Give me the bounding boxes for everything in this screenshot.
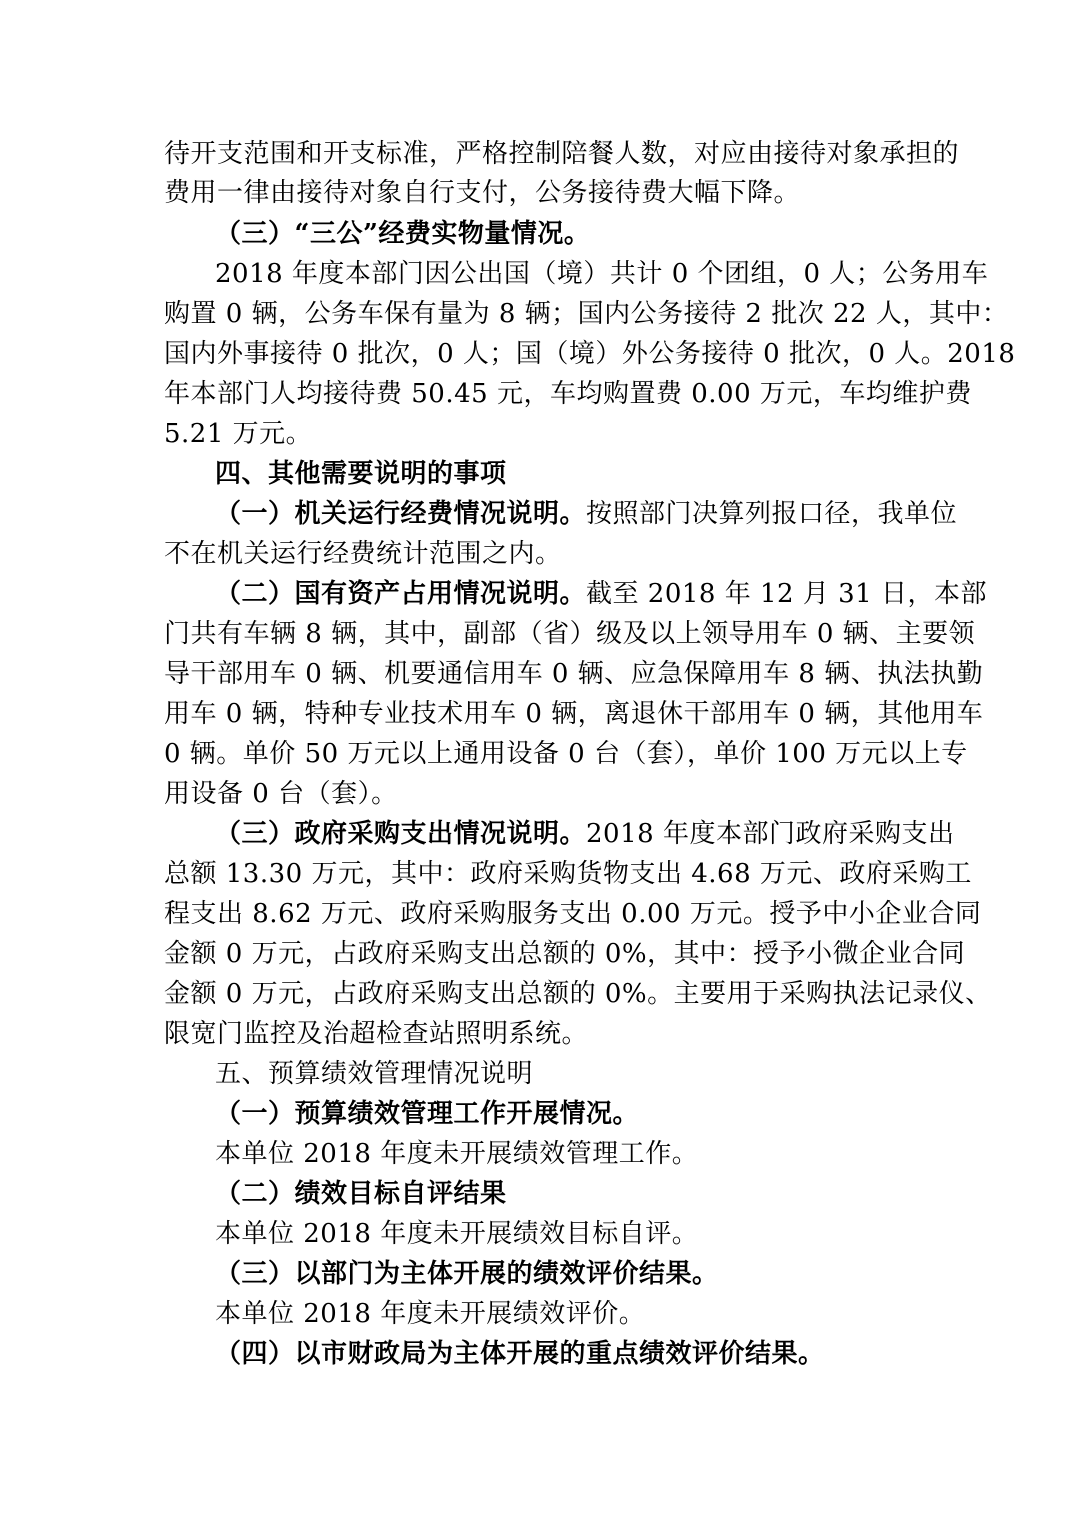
- paragraph-line: 导干部用车 0 辆、机要通信用车 0 辆、应急保障用车 8 辆、执法执勤: [164, 659, 984, 689]
- paragraph-line: 门共有车辆 8 辆，其中，副部（省）级及以上领导用车 0 辆、主要领: [164, 619, 976, 649]
- paragraph-text: 截至 2018 年 12 月 31 日，本部: [586, 579, 987, 609]
- paragraph-text: 2018 年度本部门政府采购支出: [586, 819, 955, 849]
- paragraph-line: 金额 0 万元，占政府采购支出总额的 0%，其中：授予小微企业合同: [164, 939, 966, 969]
- paragraph-line: 购置 0 辆，公务车保有量为 8 辆；国内公务接待 2 批次 22 人，其中：: [164, 299, 1009, 329]
- paragraph-line: 本单位 2018 年度未开展绩效目标自评。: [215, 1219, 699, 1249]
- paragraph-line: 5.21 万元。: [164, 419, 313, 449]
- paragraph-line: [215, 817, 954, 851]
- section-heading-other-matters: 四、其他需要说明的事项: [215, 459, 507, 489]
- paragraph-line: 用设备 0 台（套）。: [164, 779, 398, 809]
- subheading-self-evaluation: （二）绩效目标自评结果: [215, 1179, 507, 1209]
- paragraph-line: 总额 13.30 万元，其中：政府采购货物支出 4.68 万元、政府采购工: [164, 859, 972, 889]
- paragraph-line: 待开支范围和开支标准，严格控制陪餐人数，对应由接待对象承担的: [164, 139, 960, 169]
- paragraph-line: 本单位 2018 年度未开展绩效管理工作。: [215, 1139, 699, 1169]
- paragraph-line: 金额 0 万元，占政府采购支出总额的 0%。主要用于采购执法记录仪、: [164, 979, 992, 1009]
- paragraph-line: 不在机关运行经费统计范围之内。: [164, 539, 562, 569]
- subheading-agency-operating-funds: （一）机关运行经费情况说明。: [215, 499, 587, 529]
- paragraph-line: 用车 0 辆，特种专业技术用车 0 辆，离退休干部用车 0 辆，其他用车: [164, 699, 984, 729]
- subheading-finance-bureau-evaluation: （四）以市财政局为主体开展的重点绩效评价结果。: [215, 1339, 825, 1369]
- subheading-department-evaluation: （三）以部门为主体开展的绩效评价结果。: [215, 1259, 719, 1289]
- paragraph-line: 0 辆。单价 50 万元以上通用设备 0 台（套），单价 100 万元以上专: [164, 739, 968, 769]
- paragraph-line: 限宽门监控及治超检查站照明系统。: [164, 1019, 589, 1049]
- paragraph-line: [215, 497, 957, 531]
- paragraph-line: 程支出 8.62 万元、政府采购服务支出 0.00 万元。授予中小企业合同: [164, 899, 982, 929]
- paragraph-text: 按照部门决算列报口径，我单位: [586, 499, 958, 529]
- subheading-performance-work: （一）预算绩效管理工作开展情况。: [215, 1099, 640, 1129]
- subheading-state-assets: （二）国有资产占用情况说明。: [215, 579, 587, 609]
- subheading-government-procurement: （三）政府采购支出情况说明。: [215, 819, 587, 849]
- section-heading-performance-management: 五、预算绩效管理情况说明: [215, 1059, 534, 1089]
- paragraph-line: 国内外事接待 0 批次，0 人；国（境）外公务接待 0 批次，0 人。2018: [164, 339, 1016, 369]
- paragraph-line: [215, 577, 987, 611]
- paragraph-line: 费用一律由接待对象自行支付，公务接待费大幅下降。: [164, 178, 801, 208]
- section-heading-sangong-quantity: （三）“三公”经费实物量情况。: [215, 219, 591, 249]
- paragraph-line: 本单位 2018 年度未开展绩效评价。: [215, 1299, 646, 1329]
- paragraph-line: 年本部门人均接待费 50.45 元，车均购置费 0.00 万元，车均维护费: [164, 379, 972, 409]
- paragraph-line: 2018 年度本部门因公出国（境）共计 0 个团组，0 人；公务用车: [215, 259, 989, 289]
